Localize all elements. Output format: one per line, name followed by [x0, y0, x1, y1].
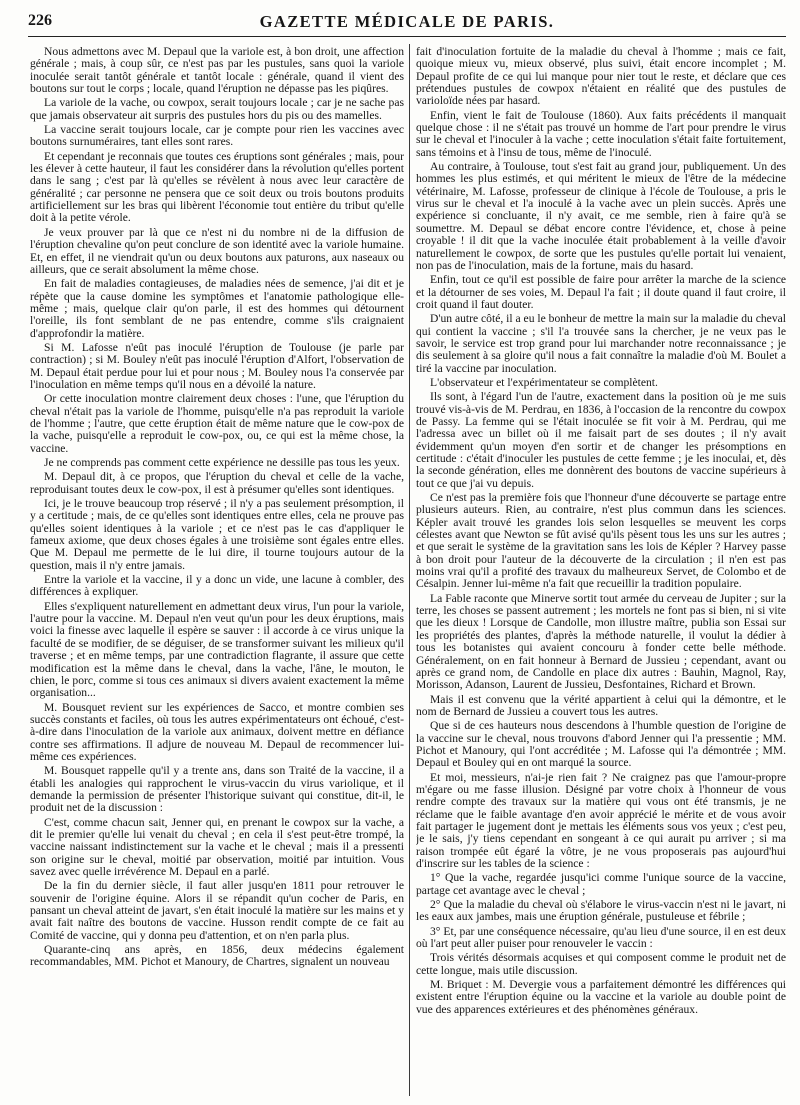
- paragraph: Trois vérités désormais acquises et qui composent comme le produit net de cette longue, mais utile discussion.: [416, 951, 786, 977]
- right-paragraphs: [416, 46, 786, 870]
- conclusions-list: [416, 872, 786, 950]
- paragraph: Si M. Lafosse n'eût pas inoculé l'éruption de Toulouse (je parle par contraction) ; si M. Bouley n'eût pas inoculé l'éruption d'Alfort, l'observation de M. Depaul était perdue pour lui et pour nous ; M. Bouley nous l'a conservée par l'inoculation en même temps qu'il nous en a dévoilé la nature.: [30, 340, 404, 391]
- paragraph: Enfin, vient le fait de Toulouse (1860). Aux faits précédents il manquait quelque chose : il ne s'était pas trouvé un homme de l'art pour prendre le virus sur le cheval et l'inoculer à la vache ; cette inoculation s'était faite fortuitement, sans témoins et à l'insu de tous, même de l'inoculé.: [416, 108, 786, 159]
- page-header: [28, 10, 786, 37]
- paragraph: De la fin du dernier siècle, il faut aller jusqu'en 1811 pour retrouver le souvenir de l'origine équine. Alors il se répandit qu'un cocher de Paris, en pansant un cheval atteint de javart, s'en était inoculé la matière sur les mains et y avait fait naître des boutons de vaccine. Husson rendit compte de ce fait au Comité de vaccine, qui y donna peu d'attention, et on n'en parla plus.: [30, 879, 404, 942]
- paragraph: M. Depaul dit, à ce propos, que l'éruption du cheval et celle de la vache, reproduisant toutes deux le cow-pox, il est à présumer qu'elles sont identiques.: [30, 470, 404, 496]
- paragraph: Elles s'expliquent naturellement en admettant deux virus, l'un pour la variole, l'autre pour la vaccine. M. Depaul n'en veut qu'un pour les deux éruptions, mais voici la finesse avec laquelle il espère se sauver : il accorde à ce virus unique la faculté de se modifier, de se déguiser, de se transformer suivant les milieux qu'il traverse ; et en même temps, par une contradiction flagrante, il assure que cette modification est la même dans le cheval, dans la vache, l'âne, le mouton, le chien, le porc, comme si tous ces animaux si divers avaient exactement la même organisation...: [30, 599, 404, 700]
- paragraph: Mais il est convenu que la vérité appartient à celui qui la démontre, et le nom de Bernard de Jussieu a couvert tous les autres.: [416, 692, 786, 718]
- paragraph: L'observateur et l'expérimentateur se complètent.: [430, 375, 658, 389]
- left-column: [30, 46, 404, 1098]
- paragraph: Entre la variole et la vaccine, il y a donc un vide, une lacune à combler, des différences à expliquer.: [30, 573, 404, 599]
- paragraph: Je ne comprends pas comment cette expérience ne dessille pas tous les yeux.: [44, 456, 400, 469]
- right-closing: [416, 952, 786, 1016]
- page-number: 226: [28, 12, 52, 29]
- paragraph: Enfin, tout ce qu'il est possible de faire pour arrêter la marche de la science et la détourner de ses voies, M. Depaul l'a fait ; il doute quand il faut croire, il croit quand il faut douter.: [416, 273, 786, 311]
- paragraph: Nous admettons avec M. Depaul que la variole est, à bon droit, une affection générale ; mais, à coup sûr, ce n'est pas par les pustules, sans quoi la variole inoculée serait tantôt générale et tantôt locale : générale, quand il vient des boutons sur tout le corps ; locale, quand l'éruption ne dépasse pas les piqûres.: [30, 46, 404, 96]
- paragraph: Ils sont, à l'égard l'un de l'autre, exactement dans la position où je me suis trouvé vis-à-vis de M. Perdrau, en 1836, à l'occasion de la rencontre du cowpox de Passy. La femme qui se l'était inoculée se fit voir à M. Perdrau, qui me l'adressa avec un billet où il me faisait part de ses doutes ; il n'y avait évidemment qu'un moyen d'en sortir et de changer les présomptions en certitude : c'était d'inoculer les pustules de cette femme ; je les inoculai, et, dès la seconde génération, elles me donnèrent des boutons de vaccine supérieurs à tout ce que j'ai vu depuis.: [416, 390, 786, 490]
- right-column: [416, 46, 786, 1098]
- paragraph: Et moi, messieurs, n'ai-je rien fait ? Ne craignez pas que l'amour-propre m'égare ou me fasse illusion. Désigné par votre choix à l'honneur de vous rendre compte des travaux sur la matière qui vous ont été transmis, je ne réclame que le faible avantage d'en avoir apprécié le mérite et de vous avoir fait partager le jugement dont je mettais les éléments sous vos yeux ; c'est peu, je le sais, j'y tiens cependant en songeant à ce qui aurait pu arriver ; si ma raison trompée eût égaré la vôtre, je ne vous proposerais pas aujourd'hui d'inscrire sur les tables de la science :: [416, 770, 786, 870]
- paragraph: La vaccine serait toujours locale, car je compte pour rien les vaccines avec boutons surnuméraires, tant elles sont rares.: [30, 123, 404, 149]
- list-item: 1° Que la vache, regardée jusqu'ici comme l'unique source de la vaccine, partage cet avantage avec le cheval ;: [416, 871, 786, 897]
- paragraph: fait d'inoculation fortuite de la maladie du cheval à l'homme ; mais ce fait, quoique mieux vu, mieux observé, plus suivi, était encore incomplet ; M. Depaul profite de ce qui lui manque pour nier tout le reste, et déclare que ces prétendues pustules de cowpox n'étaient en réalité que des pustules de varioloïde nées par hasard.: [416, 46, 786, 108]
- paragraph: M. Bousquet revient sur les expériences de Sacco, et montre combien ses succès constants et faciles, où tous les autres expérimentateurs ont échoué, c'est-à-dire dans l'inoculation de la variole aux animaux, doivent mettre en défiance contre ses affirmations. Il adjure de nouveau M. Depaul de recommencer lui-même ces expériences.: [30, 700, 404, 763]
- paragraph: Au contraire, à Toulouse, tout s'est fait au grand jour, publiquement. Un des hommes les plus estimés, et qui méritent le mieux de l'être de la médecine vétérinaire, M. Lafosse, professeur de clinique à l'école de Toulouse, a pris le virus sur le cheval et l'a inoculé à la vache avec un plein succès. Après une expérience si concluante, il n'y avait, ce me semble, rien à faire qu'à se soumettre. M. Depaul se débat encore contre l'évidence, et, chose à peine croyable ! il dit que la vache inoculée était probablement à la veille d'avoir naturellement le cowpox, de sorte que les pustules qu'elle portait lui venaient, non pas de l'inoculation, mais de la fortune, mais du hasard.: [416, 160, 786, 272]
- paragraph: M. Bousquet rappelle qu'il y a trente ans, dans son Traité de la vaccine, il a établi les analogies qui rapprochent le virus-vaccin du virus variolique, et il demande la permission de présenter l'historique suivant qui constitue, dit-il, le produit net de la discussion :: [30, 764, 404, 815]
- paragraph: Ici, je le trouve beaucoup trop réservé ; il n'y a pas seulement présomption, il y a certitude ; mais, de ce qu'elles sont identiques entre elles, cela ne prouve pas qu'elles soient identiques à la variole ; et ce n'est pas le cas d'appliquer le fameux axiome, que deux choses égales à une troisième sont égales entre elles. Que M. Depaul me permette de le lui dire, il tourne toujours autour de la question, mais il n'y entre jamais.: [30, 497, 404, 572]
- paragraph: Or cette inoculation montre clairement deux choses : l'une, que l'éruption du cheval n'était pas la variole de l'homme, puisqu'elle n'a pas reproduit la variole de l'homme ; l'autre, que cette éruption était de même nature que le cow-pox de la vache, puisqu'elle a reproduit le cow-pox, ou, ce qui est la même chose, la vaccine.: [30, 392, 404, 455]
- paragraph: La variole de la vache, ou cowpox, serait toujours locale ; car je ne sache pas que jamais observateur ait surpris des pustules hors du pis ou des mamelles.: [30, 96, 404, 122]
- journal-title: GAZETTE MÉDICALE DE PARIS.: [259, 12, 555, 31]
- list-item: 2° Que la maladie du cheval où s'élabore le virus-vaccin n'est ni le javart, ni les eaux aux jambes, mais une éruption générale, pustuleuse et fébrile ;: [416, 898, 786, 924]
- paragraph: En fait de maladies contagieuses, de maladies nées de semence, j'ai dit et je répète que la cause domine les symptômes et l'anatomie pathologique elle-même ; mais, quelque clair qu'on parle, il est des hommes qui détournent l'oreille, ils font semblant de ne pas entendre, comme s'ils craignaient d'approfondir la matière.: [30, 277, 404, 340]
- paragraph: Je veux prouver par là que ce n'est ni du nombre ni de la diffusion de l'éruption chevaline qu'on peut conclure de son identité avec la variole humaine. Et, en effet, il ne viendrait qu'un ou deux boutons aux paturons, aux naseaux ou ailleurs, que ce serait absolument la même chose.: [30, 225, 404, 276]
- paragraph: La Fable raconte que Minerve sortit tout armée du cerveau de Jupiter ; sur la terre, les choses se passent autrement ; les mortels ne font pas si bien, ni si vite que les dieux ! Lorsque de Candolle, mon illustre maître, publia son Essai sur les propriétés des plantes, d'après la méthode naturelle, il voulut la dédier à tous les botanistes qui avaient concouru à fonder cette belle méthode. Généralement, on en fait honneur à Bernard de Jussieu ; cependant, avant ou après ce grand nom, de Candolle en place dix autres : Bauhin, Magnol, Ray, Morisson, Adanson, Laurent de Jussieu, Desfontaines, Richard et Brown.: [416, 591, 786, 692]
- paragraph: Ce n'est pas la première fois que l'honneur d'une découverte se partage entre plusieurs auteurs. Rien, au contraire, n'est plus commun dans les sciences. Képler avait trouvé les grandes lois selon lesquelles se meuvent les corps célestes avant que Newton se fût avisé qu'ils pèsent tous les uns sur les autres ; et que serait le système de la gravitation sans les lois de Képler ? Harvey passe à bon droit pour l'auteur de la découverte de la circulation ; il n'en est pas moins vrai qu'il a profité des travaux du malheureux Servet, de Colombo et de Césalpin. Jenner lui-même n'a fait que recueillir la tradition populaire.: [416, 491, 786, 591]
- paragraph: Que si de ces hauteurs nous descendons à l'humble question de l'origine de la vaccine sur le cheval, nous trouvons d'abord Jenner qui l'a pressentie ; MM. Pichot et Manoury, qui l'ont accréditée ; M. Lafosse qui l'a démontrée ; MM. Depaul et Bouley qui en ont marqué la source.: [416, 719, 786, 770]
- paragraph: C'est, comme chacun sait, Jenner qui, en prenant le cowpox sur la vache, a dit le premier qu'elle lui venait du cheval ; en cela il s'est peut-être trompé, la vaccine naissant indistinctement sur la vache et le cheval ; mais il a pressenti son origine sur le cheval, moitié par observation, moitié par intuition. Vous savez avec quelle irrévérence M. Depaul en a parlé.: [30, 815, 404, 878]
- paragraph: Quarante-cinq ans après, en 1856, deux médecins également recommandables, MM. Pichot et Manoury, de Chartres, signalent un nouveau: [30, 943, 404, 969]
- paragraph: M. Briquet : M. Devergie vous a parfaitement démontré les différences qui existent entre l'éruption équine ou la vaccine et la variole au double point de vue des apparences extérieures et des phénomènes généraux.: [416, 978, 786, 1016]
- paragraph: D'un autre côté, il a eu le bonheur de mettre la main sur la maladie du cheval qui contient la vaccine ; s'il l'a trouvée sans la chercher, je ne veux pas le savoir, le service est trop grand pour lui marchander notre reconnaissance ; je dis seulement à sa gloire qu'il nous a fait connaître la maladie d'où M. Boulet a tiré la vaccine par inoculation.: [416, 312, 786, 375]
- list-item: 3° Et, par une conséquence nécessaire, qu'au lieu d'une source, il en est deux où l'art peut aller puiser pour renouveler le vaccin :: [416, 924, 786, 951]
- paragraph: Et cependant je reconnais que toutes ces éruptions sont générales ; mais, pour les élever à cette hauteur, il faut les considérer dans la révolution qu'elles portent dans le sang ; c'est par là qu'elles se révèlent à nous avec leur caractère de généralité ; car personne ne pensera que ce soit deux ou trois boutons produits artificiellement sur les bras qui libèrent l'économie tout entière du tribut qu'elle doit à la petite vérole.: [30, 149, 404, 225]
- column-rule: [409, 44, 410, 1096]
